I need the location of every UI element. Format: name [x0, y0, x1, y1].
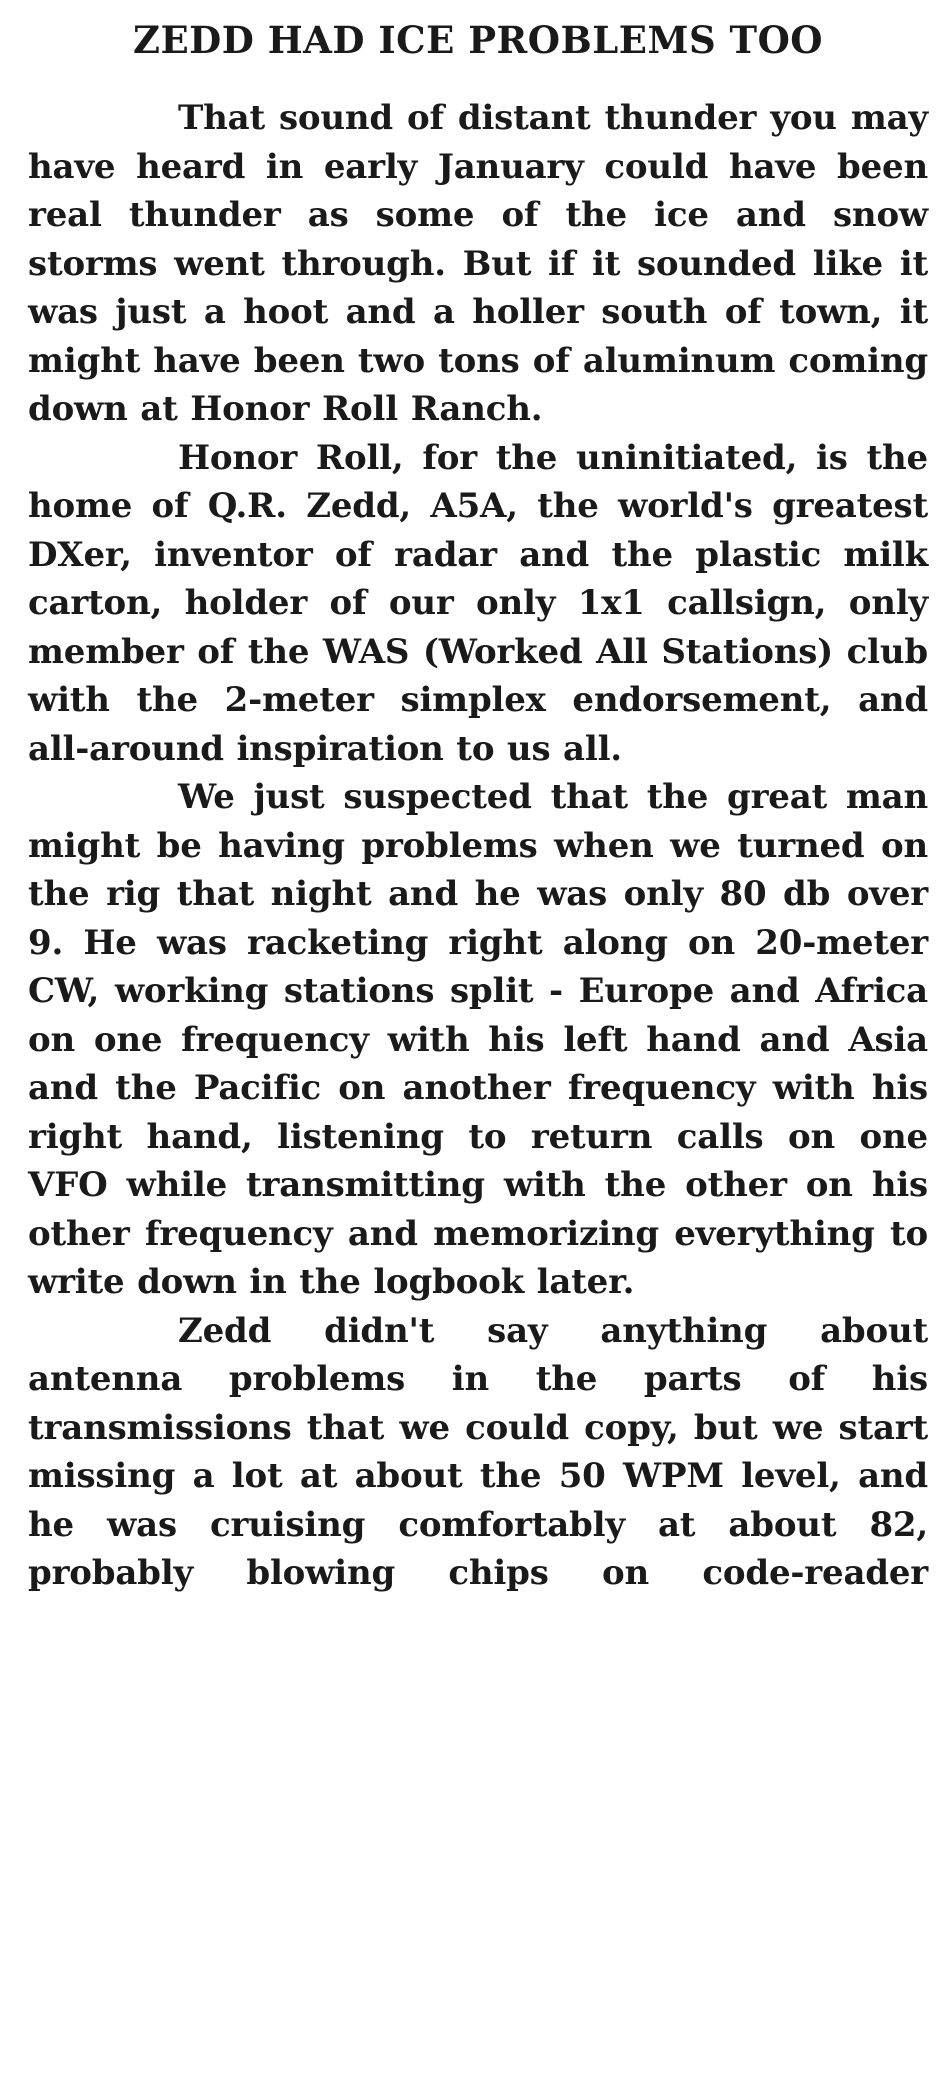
article-headline: ZEDD HAD ICE PROBLEMS TOO	[132, 18, 824, 62]
article-paragraph-4: Zedd didn't say anything about antenna problems in the parts of his transmissions that we could copy, but we start missing a lot at about the 50 WPM level, and he was cruising comfortably at about 82, probably blowing chips on code-reader	[28, 1310, 928, 1593]
article-paragraph-2: Honor Roll, for the uninitiated, is the home of Q.R. Zedd, A5A, the world's greatest DXer, inventor of radar and the plastic milk carton, holder of our only 1x1 callsign, only member of the WAS (Worked All Stations) club with the 2-meter simplex endorsement, and all-around inspiration to us all.	[28, 437, 928, 769]
article-paragraph-1: That sound of distant thunder you may have heard in early January could have been real thunder as some of the ice and snow storms went through. But if it sounded like it was just a hoot and a holler south of town, it might have been two tons of aluminum coming down at Honor Roll Ranch.	[28, 98, 928, 429]
article-paragraph-3: We just suspected that the great man might be having problems when we turned on the rig that night and he was only 80 db over 9. He was racketing right along on 20-meter CW, working stations split - Europe and Africa on one frequency with his left hand and Asia and the Pacific on another frequency with his right hand, listening to return calls on one VFO while transmitting with the other on his other frequency and memorizing everything to write down in the logbook later.	[28, 777, 928, 1302]
